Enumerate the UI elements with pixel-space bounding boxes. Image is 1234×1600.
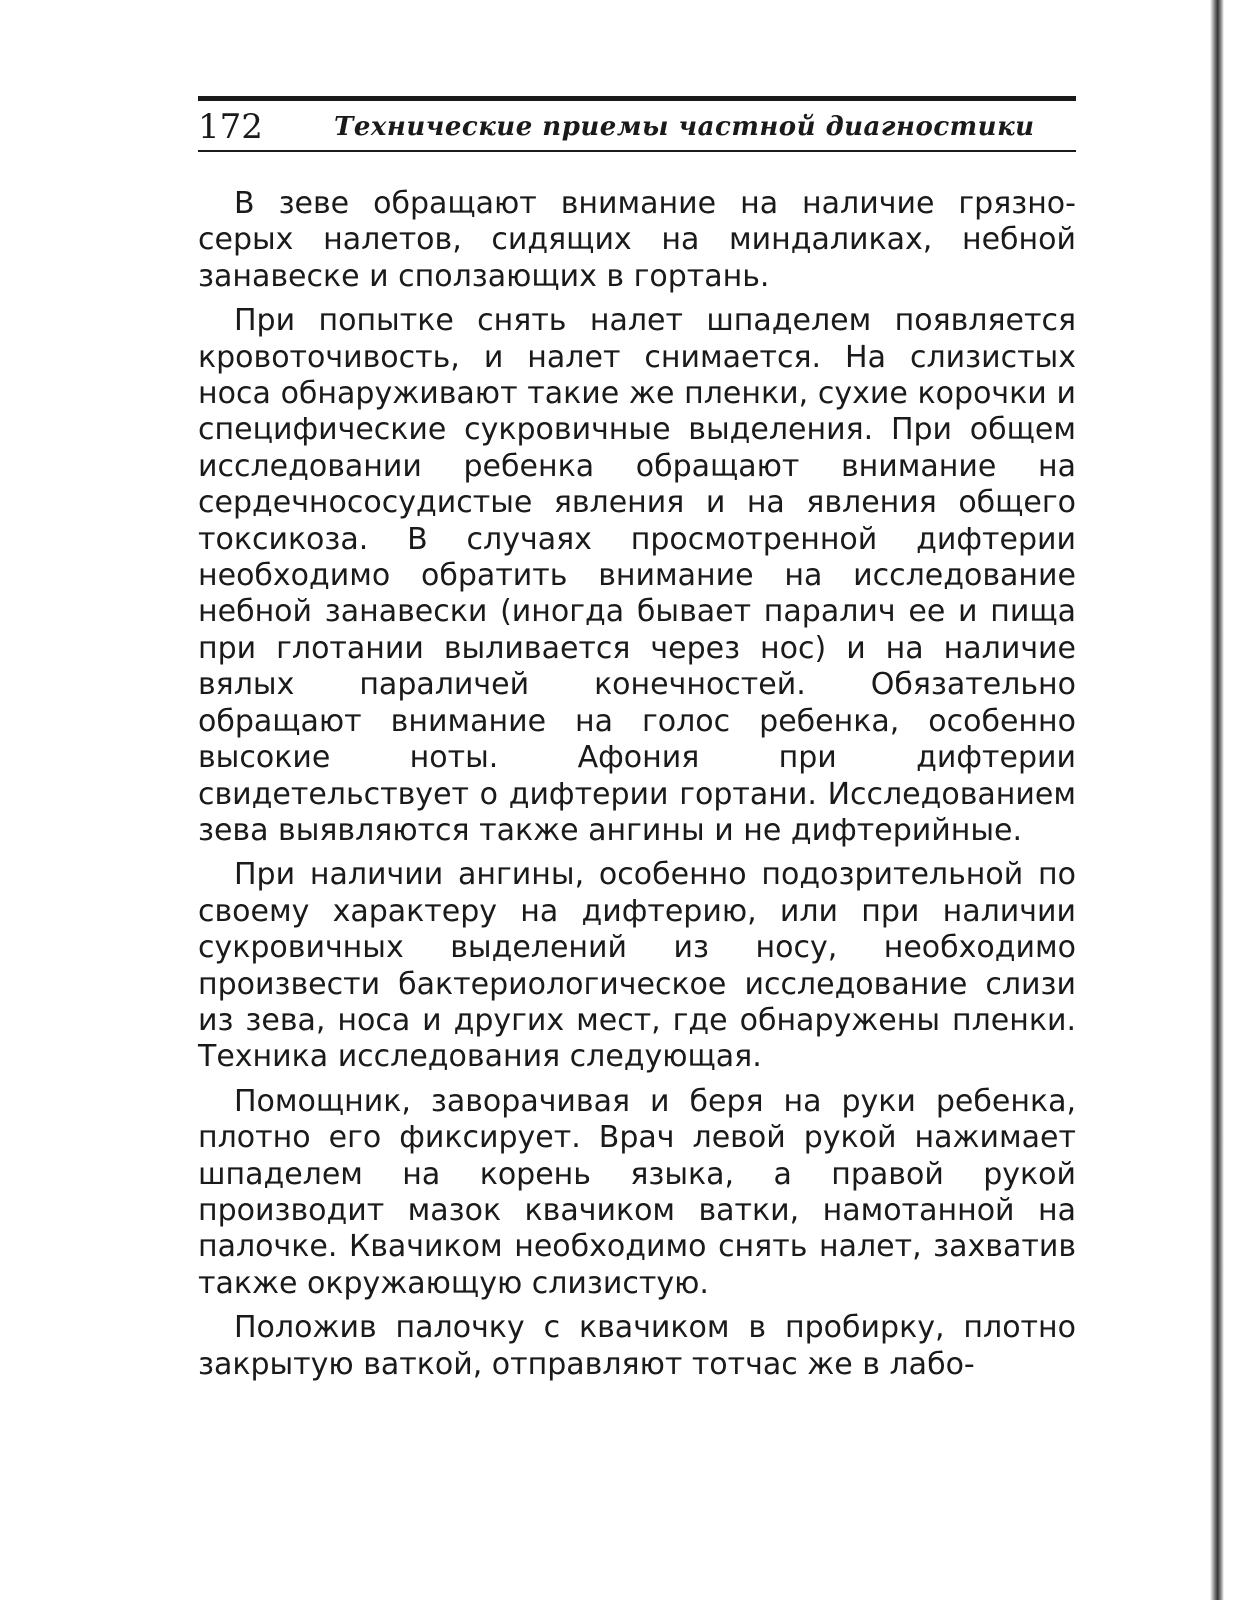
page-header [198, 96, 1076, 152]
paragraph-3: При наличии ангины, особенно подозрительной по своему характеру на дифтерию, или при наличии сукровичных выделений из носу, необходимо произвести бактериологическое исследование слизи из зева, носа и других мест, где обнаружены пленки. Техника исследования следующая. [198, 857, 1076, 1075]
paragraph-4: Помощник, заворачивая и беря на руки ребенка, плотно его фиксирует. Врач левой рукой нажимает шпаделем на корень языка, а правой рукой производит мазок квачиком ватки, намотанной на палочке. Квачиком необходимо снять налет, захватив также окружающую слизистую. [198, 1083, 1076, 1301]
paragraph-2: При попытке снять налет шпаделем появляется кровоточивость, и налет снимается. На слизистых носа обнаруживают такие же пленки, сухие корочки и специфические сукровичные выделения. При общем исследовании ребенка обращают внимание на сердечнососудистые явления и на явления общего токсикоза. В случаях просмотренной дифтерии необходимо обратить внимание на исследование небной занавески (иногда бывает паралич ее и пища при глотании выливается через нос) и на наличие вялых параличей конечностей. Обязательно обращают внимание на голос ребенка, особенно высокие ноты. Афония при дифтерии свидетельствует о дифтерии гортани. Исследованием зева выявляются также ангины и не дифтерийные. [198, 303, 1076, 848]
paragraph-5: Положив палочку с квачиком в пробирку, плотно закрытую ваткой, отправляют тотчас же в лабо- [198, 1310, 1076, 1382]
running-title: Технические приемы частной диагностики [334, 112, 1035, 142]
body-text [198, 186, 1076, 1391]
page-binding-edge [1210, 0, 1224, 1600]
page-number: 172 [198, 107, 263, 147]
paragraph-1: В зеве обращают внимание на наличие грязно-серых налетов, сидящих на миндаликах, небной занавеске и сползающих в гортань. [198, 186, 1076, 294]
